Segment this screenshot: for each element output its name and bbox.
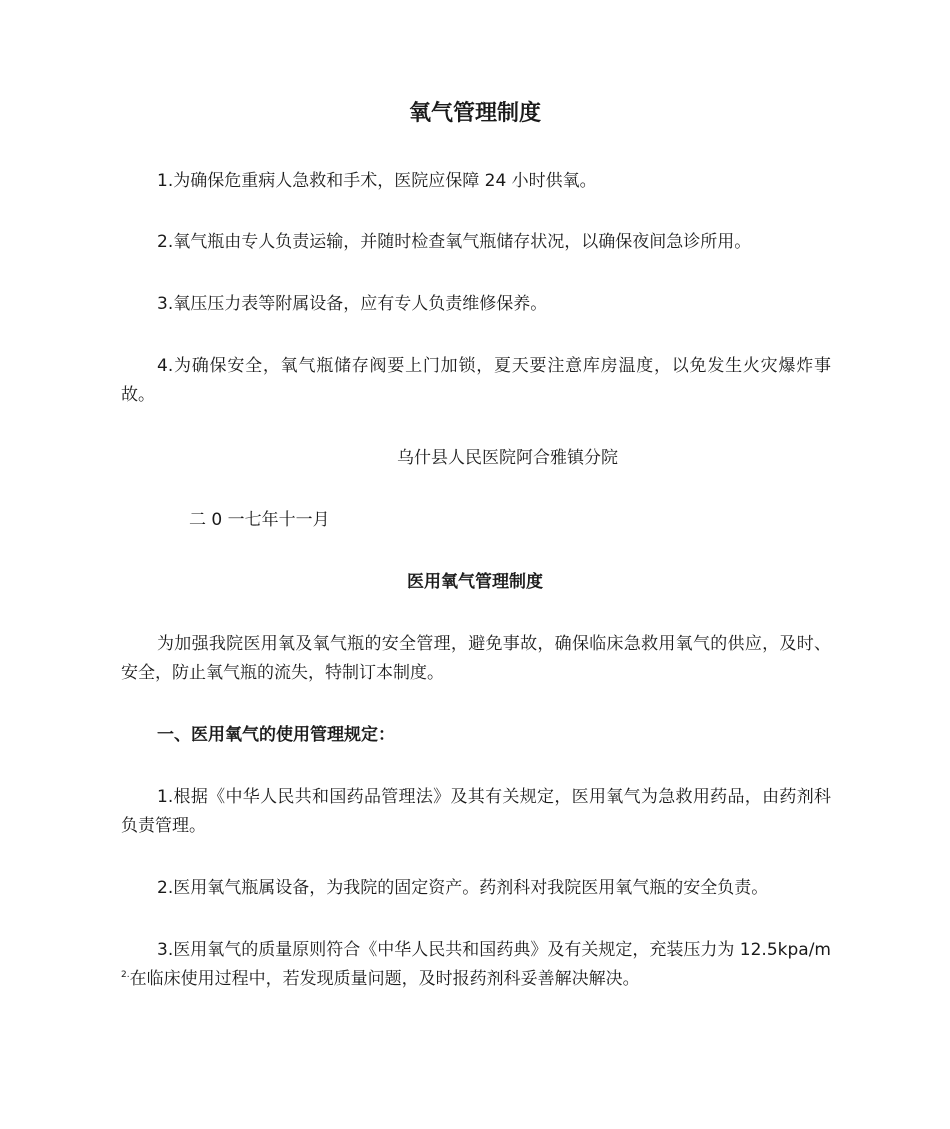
rule-item-3: 3.氧压压力表等附属设备，应有专人负责维修保养。: [157, 294, 548, 314]
usage-rule-3: [121, 936, 831, 994]
rule-item-2: 2.氧气瓶由专人负责运输，并随时检查氧气瓶储存状况，以确保夜间急诊所用。: [157, 232, 752, 252]
rule-item-1: 1.为确保危重病人急救和手术，医院应保障 24 小时供氧。: [157, 171, 597, 191]
usage-rule-2: 2.医用氧气瓶属设备，为我院的固定资产。药剂科对我院医用氧气瓶的安全负责。: [157, 878, 769, 898]
usage-rule-1: 1.根据《中华人民共和国药品管理法》及其有关规定，医用氧气为急救用药品，由药剂科负责管理。: [121, 787, 831, 836]
document-title: 氧气管理制度: [408, 101, 541, 126]
signature-org: 乌什县人民医院阿合雅镇分院: [397, 448, 618, 468]
rule-item-4: 4.为确保安全，氧气瓶储存阀要上门加锁，夏天要注意库房温度，以免发生火灾爆炸事故。: [121, 356, 831, 405]
usage-rule-3-cont: 在临床使用过程中，若发现质量问题，及时报药剂科妥善解决解决。: [129, 969, 640, 989]
signature-date: 二 0 一七年十一月: [189, 510, 330, 530]
intro-paragraph: 为加强我院医用氧及氧气瓶的安全管理，避免事故，确保临床急救用氧气的供应，及时、安全，防止氧气瓶的流失，特制订本制度。: [121, 634, 831, 683]
usage-rule-3-text: 3.医用氧气的质量原则符合《中华人民共和国药典》及有关规定，充装压力为 12.5kpa/m: [157, 940, 831, 960]
superscript: 2.: [121, 970, 130, 980]
section-subtitle: 医用氧气管理制度: [407, 572, 543, 592]
section-heading: 一、医用氧气的使用管理规定：: [157, 725, 395, 745]
